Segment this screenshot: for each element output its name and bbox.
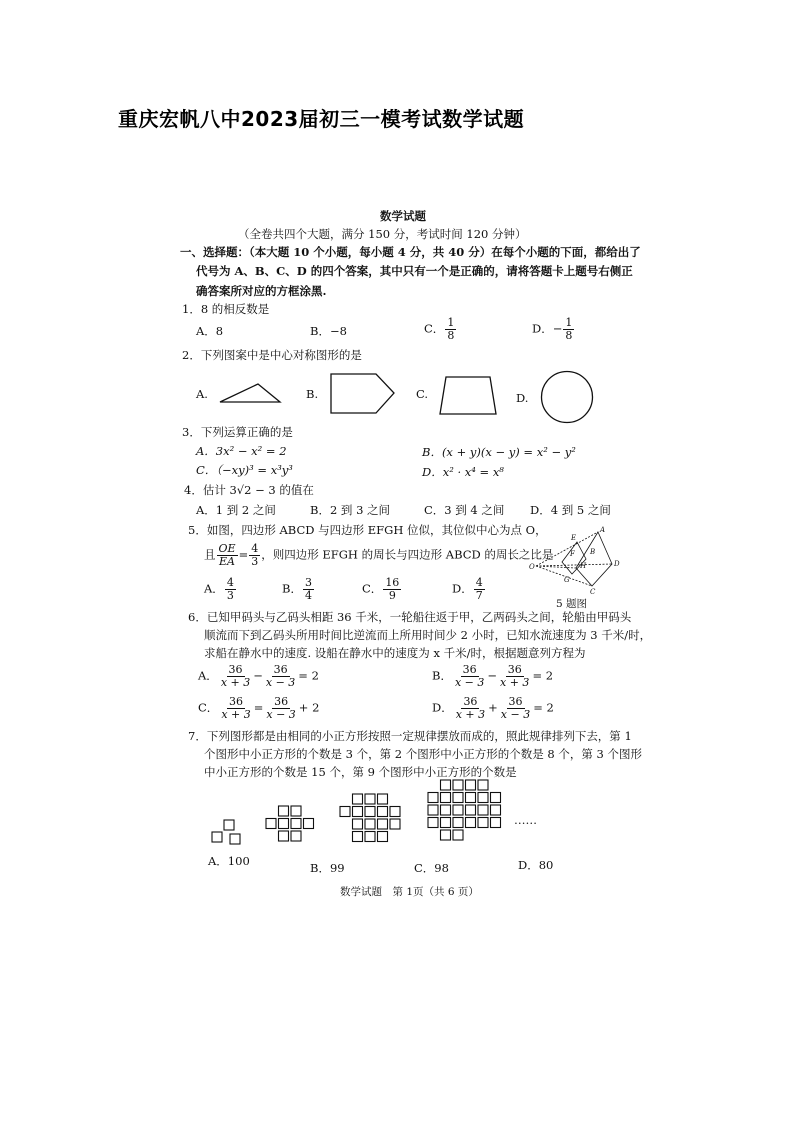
pattern3-square: [390, 819, 400, 829]
q1-option-d: D．− $\frac{1}{8}$: [532, 316, 573, 342]
section1-line3: 确答案所对应的方框涂黑.: [196, 284, 327, 298]
pattern3-square: [365, 819, 375, 829]
pattern4-square: [441, 780, 451, 790]
q6-line2: 顺流而下到乙码头所用时间比逆流而上所用时间少 2 小时，已知水流速度为 3 千米/时，: [204, 628, 652, 642]
q2-stem: 2．下列图案中是中心对称图形的是: [182, 348, 362, 362]
pattern4-square: [441, 793, 451, 803]
q7-option-b: B．99: [310, 861, 345, 875]
q7-option-a: A．100: [208, 854, 250, 868]
q1-option-c: C． $\frac{1}{8}$: [424, 316, 455, 342]
pattern4-square: [453, 793, 463, 803]
triangle-figure: [218, 382, 282, 404]
q7-line2: 个图形中小正方形的个数是 3 个，第 2 个图形中小正方形的个数是 8 个，第 3 个图形: [204, 747, 643, 761]
fig-label-o: O: [529, 563, 535, 571]
q6-option-c: C． $\frac{36}{x + 3}$ = $\frac{36}{x - 3}$ + 2: [198, 695, 320, 721]
fig-label-h: H: [580, 562, 587, 570]
pattern4-square: [478, 805, 488, 815]
fig-label-g: G: [564, 576, 570, 584]
q2-option-d-label: D.: [516, 391, 529, 405]
circle-figure: [540, 370, 594, 424]
pattern4-square: [441, 805, 451, 815]
pattern4-square: [491, 793, 501, 803]
q6-option-b: B． $\frac{36}{x - 3}$ − $\frac{36}{x + 3}$ = 2: [432, 663, 554, 689]
paper-note: （全卷共四个大题，满分 150 分，考试时间 120 分钟）: [238, 227, 527, 241]
q3-option-c: C．（−xy)³ = x³y³: [196, 463, 293, 477]
pattern3-square: [390, 807, 400, 817]
pattern4-square: [466, 818, 476, 828]
pattern3-square: [378, 807, 388, 817]
pattern3-square: [365, 832, 375, 842]
fig-label-f: F: [570, 550, 575, 558]
section1-line1: 一、选择题：（本大题 10 个小题，每小题 4 分，共 40 分）在每个小题的下面，都给出了: [180, 245, 641, 259]
q5-option-d: D． $\frac{4}{7}$: [452, 576, 483, 602]
square-pattern-figure: [200, 776, 540, 846]
pattern4-square: [441, 830, 451, 840]
q7-line3: 中小正方形的个数是 15 个，第 9 个图形中小正方形的个数是: [204, 765, 517, 779]
q1-stem: 1．8 的相反数是: [182, 302, 270, 316]
pattern1-square: [212, 832, 222, 842]
q5-line1: 5．如图，四边形 ABCD 与四边形 EFGH 位似，其位似中心为点 O，: [188, 523, 547, 537]
q7-ellipsis: ……: [514, 813, 537, 827]
q2-option-a-label: A.: [196, 387, 208, 401]
pattern3-square: [365, 794, 375, 804]
pattern4-square: [478, 818, 488, 828]
q3-option-a: A．3x² − x² = 2: [196, 444, 287, 458]
q6-option-a: A． $\frac{36}{x + 3}$ − $\frac{36}{x - 3}$ = 2: [198, 663, 319, 689]
pattern4-square: [491, 805, 501, 815]
pattern1-square: [224, 820, 234, 830]
q2-option-c-label: C.: [416, 387, 429, 401]
q1-option-b: B．−8: [310, 324, 347, 338]
q7-line1: 7．下列图形都是由相同的小正方形按照一定规律摆放而成的，照此规律排列下去，第 1: [188, 729, 632, 743]
pattern3-square: [365, 807, 375, 817]
pattern4-square: [453, 830, 463, 840]
pattern2-square: [279, 806, 289, 816]
q4-stem: 4．估计 3√2 − 3 的值在: [184, 483, 314, 497]
homothety-figure: [528, 524, 620, 596]
q1-option-a: A．8: [196, 324, 224, 338]
pattern2-square: [304, 819, 314, 829]
q7-option-d: D．80: [518, 858, 554, 872]
q3-stem: 3．下列运算正确的是: [182, 425, 293, 439]
pattern4-square: [441, 818, 451, 828]
q6-line3: 求船在静水中的速度. 设船在静水中的速度为 x 千米/时，根据题意列方程为: [204, 646, 586, 660]
fig-label-b: B: [590, 548, 596, 556]
q4-option-c: C．3 到 4 之间: [424, 503, 505, 517]
pattern4-square: [453, 780, 463, 790]
document-title: 重庆宏帆八中2023届初三一模考试数学试题: [118, 107, 525, 131]
pattern3-square: [353, 819, 363, 829]
pattern3-square: [353, 794, 363, 804]
pattern3-square: [378, 832, 388, 842]
fig-label-c: C: [590, 588, 596, 596]
pattern3-square: [378, 819, 388, 829]
pattern4-square: [478, 780, 488, 790]
pattern4-square: [428, 805, 438, 815]
pattern2-square: [279, 831, 289, 841]
q5-line2: 且 $\frac{OE}{EA}$ = $\frac{4}{3}$ ，则四边形 EFGH 的周长与四边形 ABCD 的周长之比是: [204, 542, 554, 568]
pattern4-square: [491, 818, 501, 828]
pattern3-square: [340, 807, 350, 817]
pentagon-figure: [330, 373, 396, 415]
pattern3-square: [378, 794, 388, 804]
pattern4-square: [466, 793, 476, 803]
pattern4-square: [453, 818, 463, 828]
pattern1-square: [230, 834, 240, 844]
pattern2-square: [291, 831, 301, 841]
pattern4-square: [478, 793, 488, 803]
fig-label-e: E: [571, 534, 577, 542]
pattern2-square: [291, 819, 301, 829]
paper-subject: 数学试题: [380, 209, 426, 223]
trapezoid-figure: [438, 376, 498, 416]
pattern4-square: [466, 805, 476, 815]
q3-option-b: B．(x + y)(x − y) = x² − y²: [422, 445, 576, 459]
pattern4-square: [428, 793, 438, 803]
q2-option-b-label: B.: [306, 387, 319, 401]
fig-label-d: D: [614, 560, 620, 568]
q7-option-c: C．98: [414, 861, 449, 875]
q5-option-a: A． $\frac{4}{3}$: [204, 576, 234, 602]
pattern4-square: [466, 780, 476, 790]
q6-option-d: D． $\frac{36}{x + 3}$ + $\frac{36}{x - 3}$ = 2: [432, 695, 554, 721]
q4-option-b: B．2 到 3 之间: [310, 503, 391, 517]
q4-option-d: D．4 到 5 之间: [530, 503, 611, 517]
pattern2-square: [279, 819, 289, 829]
section1-line2: 代号为 A、B、C、D 的四个答案，其中只有一个是正确的，请将答题卡上题号右侧正: [196, 264, 633, 278]
pattern2-square: [266, 819, 276, 829]
pattern4-square: [453, 805, 463, 815]
fig-label-a: A: [600, 526, 606, 534]
q3-option-d: D．x² · x⁴ = x⁸: [422, 465, 504, 479]
q4-option-a: A．1 到 2 之间: [196, 503, 276, 517]
pattern4-square: [428, 818, 438, 828]
pattern3-square: [353, 807, 363, 817]
q5-option-b: B． $\frac{3}{4}$: [282, 576, 312, 602]
q5-figure-caption: 5 题图: [556, 598, 588, 610]
pattern2-square: [291, 806, 301, 816]
q6-line1: 6．已知甲码头与乙码头相距 36 千米，一轮船往返于甲，乙两码头之间，轮船由甲码头: [188, 610, 632, 624]
pattern3-square: [353, 832, 363, 842]
q5-option-c: C． $\frac{16}{9}$: [362, 576, 400, 602]
page-footer: 数学试题 第 1页（共 6 页）: [340, 886, 479, 898]
